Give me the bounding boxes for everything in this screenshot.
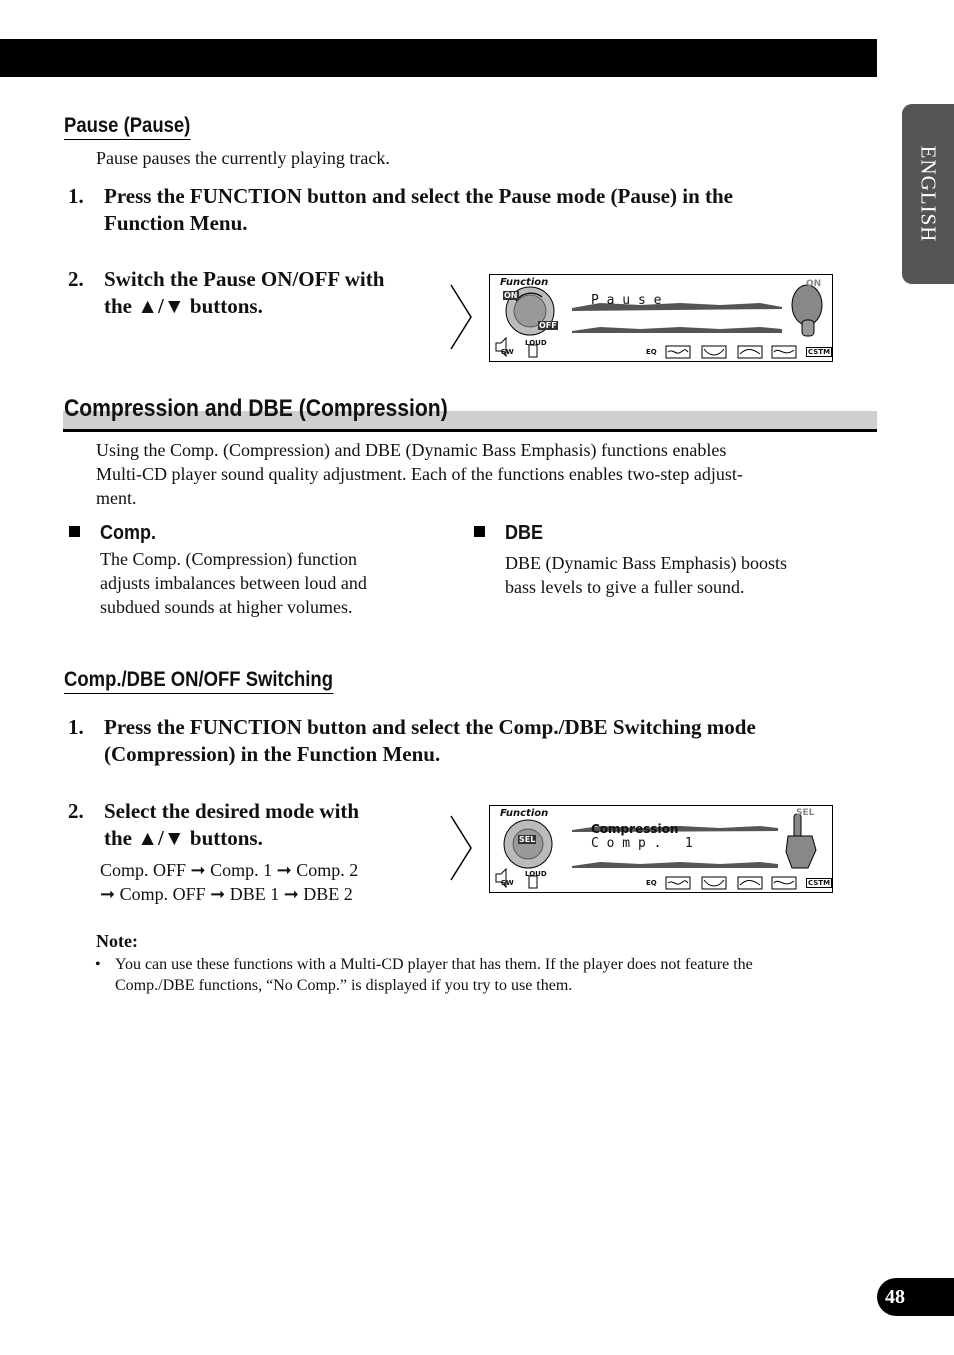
eq-curve-icons — [666, 877, 796, 889]
note-text — [115, 954, 875, 996]
step-text-line1: Select the desired mode with — [104, 799, 360, 823]
step-text-line2: (Compression) in the Function Menu. — [104, 742, 441, 766]
switching-step-1 — [68, 714, 848, 770]
compression-display — [489, 805, 833, 893]
step-number: 1. — [68, 715, 84, 739]
dbe-line2: bass levels to give a fuller sound. — [505, 577, 745, 597]
pause-intro: Pause pauses the currently playing track. — [96, 148, 390, 168]
step-text-line2: the ▲/▼ buttons. — [104, 826, 263, 850]
page-number: 48 — [877, 1278, 954, 1316]
step-text — [104, 798, 359, 852]
switching-step-2 — [68, 798, 428, 854]
display-sw-label: SW — [501, 879, 514, 887]
pause-heading: Pause (Pause) — [64, 114, 190, 140]
display-eq-label: EQ — [646, 879, 657, 887]
step-text-line2: Function Menu. — [104, 211, 248, 235]
note-bullet: • — [95, 956, 101, 973]
step-text-line1: Press the FUNCTION button and select the Comp./DBE Switching mode — [104, 715, 756, 739]
mode-sequence — [100, 858, 420, 906]
compression-title: Compression and DBE (Compression) — [64, 395, 448, 422]
comp-line1: The Comp. (Compression) function — [100, 549, 357, 569]
display-main-text: P a u s e — [591, 293, 662, 308]
note-line1: You can use these functions with a Multi-CD player that has them. If the player does not feature the — [115, 956, 753, 973]
step-text — [104, 714, 756, 768]
step-text-line2: the ▲/▼ buttons. — [104, 294, 263, 318]
eq-curve-icons — [666, 346, 796, 358]
display-function-label: Function — [500, 808, 549, 819]
finger-icon — [792, 285, 822, 336]
header-bar — [0, 39, 877, 77]
display-sw-label: SW — [501, 348, 514, 356]
display-corner-label: ON — [806, 279, 822, 289]
knob-icon — [504, 820, 552, 868]
note-line2: Comp./DBE functions, “No Comp.” is displayed if you try to use them. — [115, 977, 573, 994]
pause-display — [489, 274, 833, 362]
switching-heading: Comp./DBE ON/OFF Switching — [64, 668, 333, 694]
comp-subheading-label: Comp. — [100, 522, 156, 544]
display-corner-label: SEL — [796, 808, 815, 818]
chevron-right-icon — [449, 283, 473, 351]
sequence-line1: Comp. OFF ➞ Comp. 1 ➞ Comp. 2 — [100, 860, 359, 880]
comp-subheading — [69, 522, 162, 545]
language-tab-label: ENGLISH — [916, 145, 941, 243]
chevron-right-icon — [449, 814, 473, 882]
intro-line3: ment. — [96, 488, 137, 508]
step-number: 2. — [68, 799, 84, 823]
square-bullet-icon — [69, 526, 80, 537]
comp-description — [100, 547, 440, 619]
display-cstm-label: CSTM — [808, 348, 831, 356]
intro-line2: Multi-CD player sound quality adjustment. Each of the functions enables two-step adjust- — [96, 464, 743, 484]
step-number: 1. — [68, 184, 84, 208]
dbe-line1: DBE (Dynamic Bass Emphasis) boosts — [505, 553, 787, 573]
step-text-line1: Switch the Pause ON/OFF with — [104, 267, 385, 291]
pause-step-1 — [68, 183, 848, 239]
comp-line2: adjusts imbalances between loud and — [100, 573, 367, 593]
intro-line1: Using the Comp. (Compression) and DBE (Dynamic Bass Emphasis) functions enables — [96, 440, 727, 460]
display-line2: C o m p . 1 — [591, 836, 693, 851]
display-function-label: Function — [500, 277, 549, 288]
dbe-description — [505, 551, 865, 599]
step-text — [104, 183, 733, 237]
pointing-hand-icon — [786, 814, 816, 868]
sequence-line2: ➞ Comp. OFF ➞ DBE 1 ➞ DBE 2 — [100, 884, 353, 904]
display-sel-label: SEL — [519, 835, 536, 844]
step-text-line1: Press the FUNCTION button and select the Pause mode (Pause) in the — [104, 184, 734, 208]
display-cstm-label: CSTM — [808, 879, 831, 887]
display-line1: Compression — [591, 822, 679, 836]
comp-line3: subdued sounds at higher volumes. — [100, 597, 353, 617]
compression-intro — [96, 438, 856, 510]
step-text — [104, 266, 384, 320]
note-title: Note: — [96, 931, 138, 951]
dbe-subheading-label: DBE — [505, 522, 544, 544]
display-off-label: OFF — [539, 321, 557, 330]
display-loud-label: LOUD — [525, 339, 547, 347]
display-eq-label: EQ — [646, 348, 657, 356]
square-bullet-icon — [474, 526, 485, 537]
dbe-subheading — [474, 522, 547, 545]
pause-step-2 — [68, 266, 428, 322]
display-loud-label: LOUD — [525, 870, 547, 878]
step-number: 2. — [68, 267, 84, 291]
display-on-label: ON — [504, 291, 518, 300]
language-tab — [902, 104, 954, 284]
